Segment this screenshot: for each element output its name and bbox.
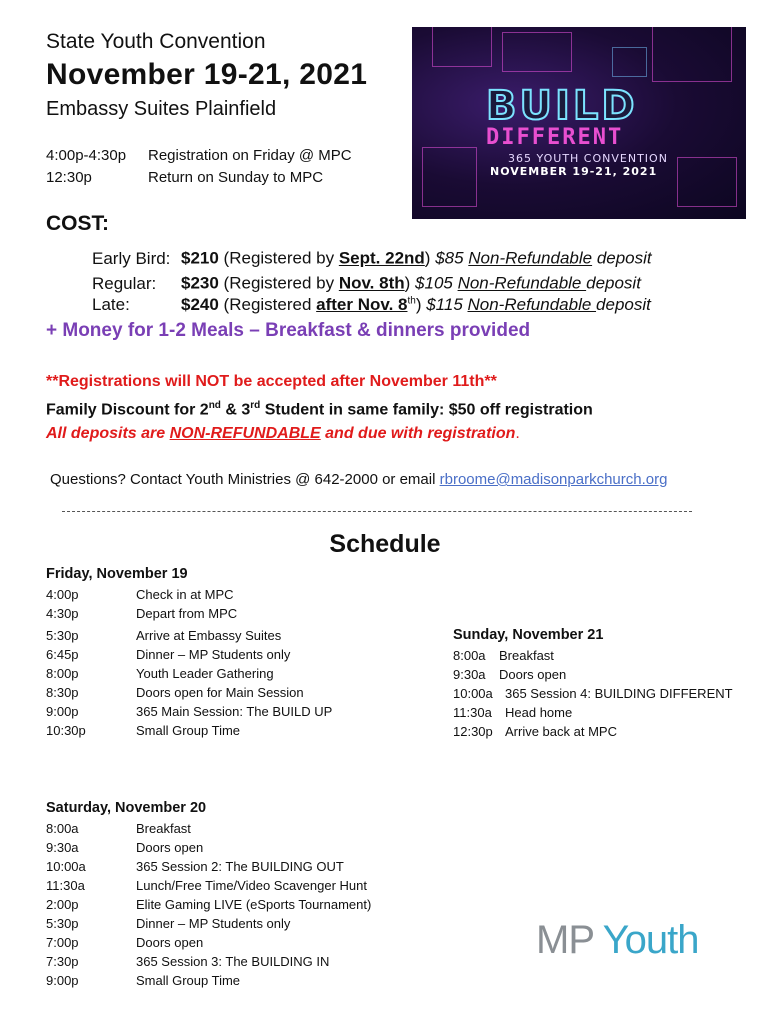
meals-note: + Money for 1-2 Meals – Breakfast & dinners provided [46, 320, 531, 341]
friday-heading: Friday, November 19 [46, 566, 188, 582]
schedule-row: 9:00p 365 Main Session: The BUILD UP [46, 704, 333, 719]
schedule-row: 12:30p Arrive back at MPC [453, 724, 617, 739]
schedule-row: 5:30p Arrive at Embassy Suites [46, 628, 282, 643]
schedule-row: 11:30a Head home [453, 705, 573, 720]
promo-different-text: DIFFERENT [486, 125, 624, 150]
event-name: State Youth Convention [46, 30, 266, 53]
event-dates: November 19-21, 2021 [46, 58, 368, 91]
saturday-heading: Saturday, November 20 [46, 800, 207, 816]
schedule-row: 8:00p Youth Leader Gathering [46, 666, 274, 681]
schedule-row: 10:00a 365 Session 2: The BUILDING OUT [46, 859, 344, 874]
promo-dates-text: NOVEMBER 19-21, 2021 [490, 165, 658, 178]
schedule-row: 9:30a Doors open [453, 667, 567, 682]
schedule-row: 7:00p Doors open [46, 935, 204, 950]
time-return: 12:30p [46, 169, 92, 186]
schedule-row: 8:30p Doors open for Main Session [46, 685, 304, 700]
promo-build-text: BUILD [486, 83, 638, 129]
schedule-row: 7:30p 365 Session 3: The BUILDING IN [46, 954, 330, 969]
schedule-row: 4:00p Check in at MPC [46, 587, 234, 602]
schedule-row: 6:45p Dinner – MP Students only [46, 647, 291, 662]
schedule-row: 2:00p Elite Gaming LIVE (eSports Tournament) [46, 897, 372, 912]
cost-row-early-bird: Early Bird: $210 (Registered by Sept. 22nd) $85 Non-Refundable deposit [92, 248, 652, 268]
email-link[interactable]: rbroome@madisonparkchurch.org [439, 471, 668, 488]
schedule-row: 9:00p Small Group Time [46, 973, 241, 988]
build-different-promo-image [412, 27, 746, 219]
schedule-row: 9:30a Doors open [46, 840, 204, 855]
schedule-heading: Schedule [329, 530, 441, 558]
schedule-row: 4:30p Depart from MPC [46, 606, 238, 621]
schedule-row: 5:30p Dinner – MP Students only [46, 916, 291, 931]
schedule-row: 11:30a Lunch/Free Time/Video Scavenger Hunt [46, 878, 368, 893]
cost-row-late: Late: $240 (Registered after Nov. 8th) $115 Non-Refundable deposit [92, 295, 651, 314]
mp-youth-logo: MP Youth [536, 918, 699, 962]
promo-convention-text: 365 YOUTH CONVENTION [508, 152, 668, 165]
divider [62, 511, 692, 512]
schedule-row: 8:00a Breakfast [46, 821, 191, 836]
contact-line: Questions? Contact Youth Ministries @ 642-2000 or email rbroome@madisonparkchurch.org [50, 471, 668, 488]
time-return-desc: Return on Sunday to MPC [148, 169, 324, 186]
registration-deadline-warning: **Registrations will NOT be accepted after November 11th** [46, 373, 497, 390]
cost-heading: COST: [46, 212, 109, 235]
time-registration-desc: Registration on Friday @ MPC [148, 147, 352, 164]
event-venue: Embassy Suites Plainfield [46, 98, 277, 120]
schedule-row: 10:30p Small Group Time [46, 723, 241, 738]
sunday-heading: Sunday, November 21 [453, 627, 604, 643]
deposit-policy: All deposits are NON-REFUNDABLE and due with registration. [46, 425, 520, 442]
family-discount: Family Discount for 2nd & 3rd Student in same family: $50 off registration [46, 400, 593, 419]
cost-row-regular: Regular: $230 (Registered by Nov. 8th) $105 Non-Refundable deposit [92, 273, 641, 293]
schedule-row: 8:00a Breakfast [453, 648, 554, 663]
schedule-row: 10:00a 365 Session 4: BUILDING DIFFERENT [453, 686, 733, 701]
time-registration: 4:00p-4:30p [46, 147, 127, 164]
